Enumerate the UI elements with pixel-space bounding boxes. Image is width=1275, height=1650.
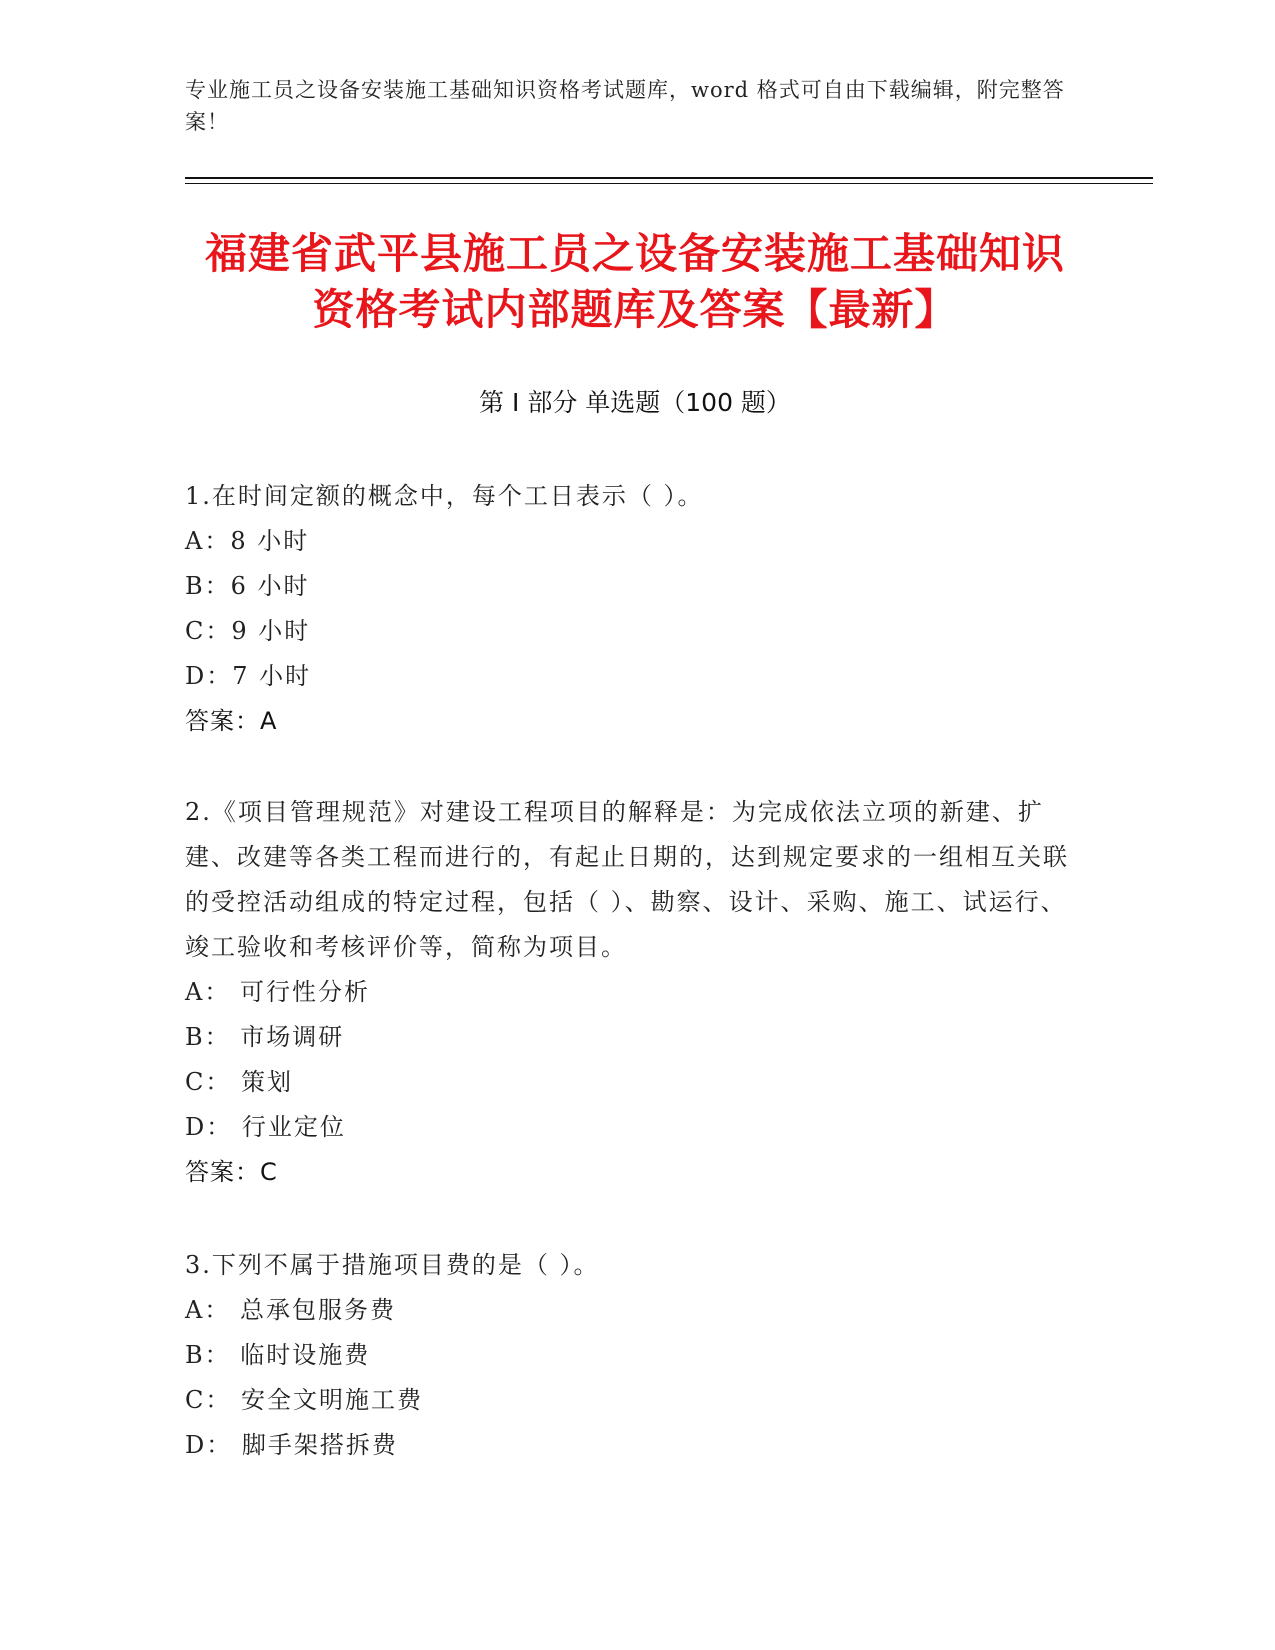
answer: 答案：A xyxy=(185,707,278,735)
document-title: 福建省武平县施工员之设备安装施工基础知识资格考试内部题库及答案【最新】 xyxy=(204,229,1065,334)
question-stem: 3.下列不属于措施项目费的是（ ）。 xyxy=(185,1251,600,1279)
header-divider-thin xyxy=(185,183,1153,184)
question-3 xyxy=(185,1243,1085,1468)
question-stem: 2.《项目管理规范》对建设工程项目的解释是：为完成依法立项的新建、扩建、改建等各类工程而进行的，有起止日期的，达到规定要求的一组相互关联的受控活动组成的特定过程，包括（ ）、勘察、设计、采购、施工、试运行、竣工验收和考核评价等，简称为项目。 xyxy=(185,798,1069,961)
option-c: C：9 小时 xyxy=(185,617,311,645)
option-b: B： 市场调研 xyxy=(185,1023,345,1051)
question-2 xyxy=(185,790,1085,1195)
option-c: C： 安全文明施工费 xyxy=(185,1386,423,1414)
option-a: A： 可行性分析 xyxy=(185,978,370,1006)
option-a: A： 总承包服务费 xyxy=(185,1296,396,1324)
option-c: C： 策划 xyxy=(185,1068,293,1096)
option-d: D： 行业定位 xyxy=(185,1113,346,1141)
question-1 xyxy=(185,474,1085,744)
header-divider-thick xyxy=(185,177,1153,179)
answer: 答案：C xyxy=(185,1158,278,1186)
option-d: D：7 小时 xyxy=(185,662,312,690)
option-b: B：6 小时 xyxy=(185,572,310,600)
section-heading: 第 I 部分 单选题（100 题） xyxy=(479,388,791,417)
header-note: 专业施工员之设备安装施工基础知识资格考试题库，word 格式可自由下载编辑，附完整答案！ xyxy=(185,78,1065,134)
option-d: D： 脚手架搭拆费 xyxy=(185,1431,398,1459)
question-stem: 1.在时间定额的概念中，每个工日表示（ ）。 xyxy=(185,482,704,510)
option-a: A：8 小时 xyxy=(185,527,310,555)
option-b: B： 临时设施费 xyxy=(185,1341,371,1369)
